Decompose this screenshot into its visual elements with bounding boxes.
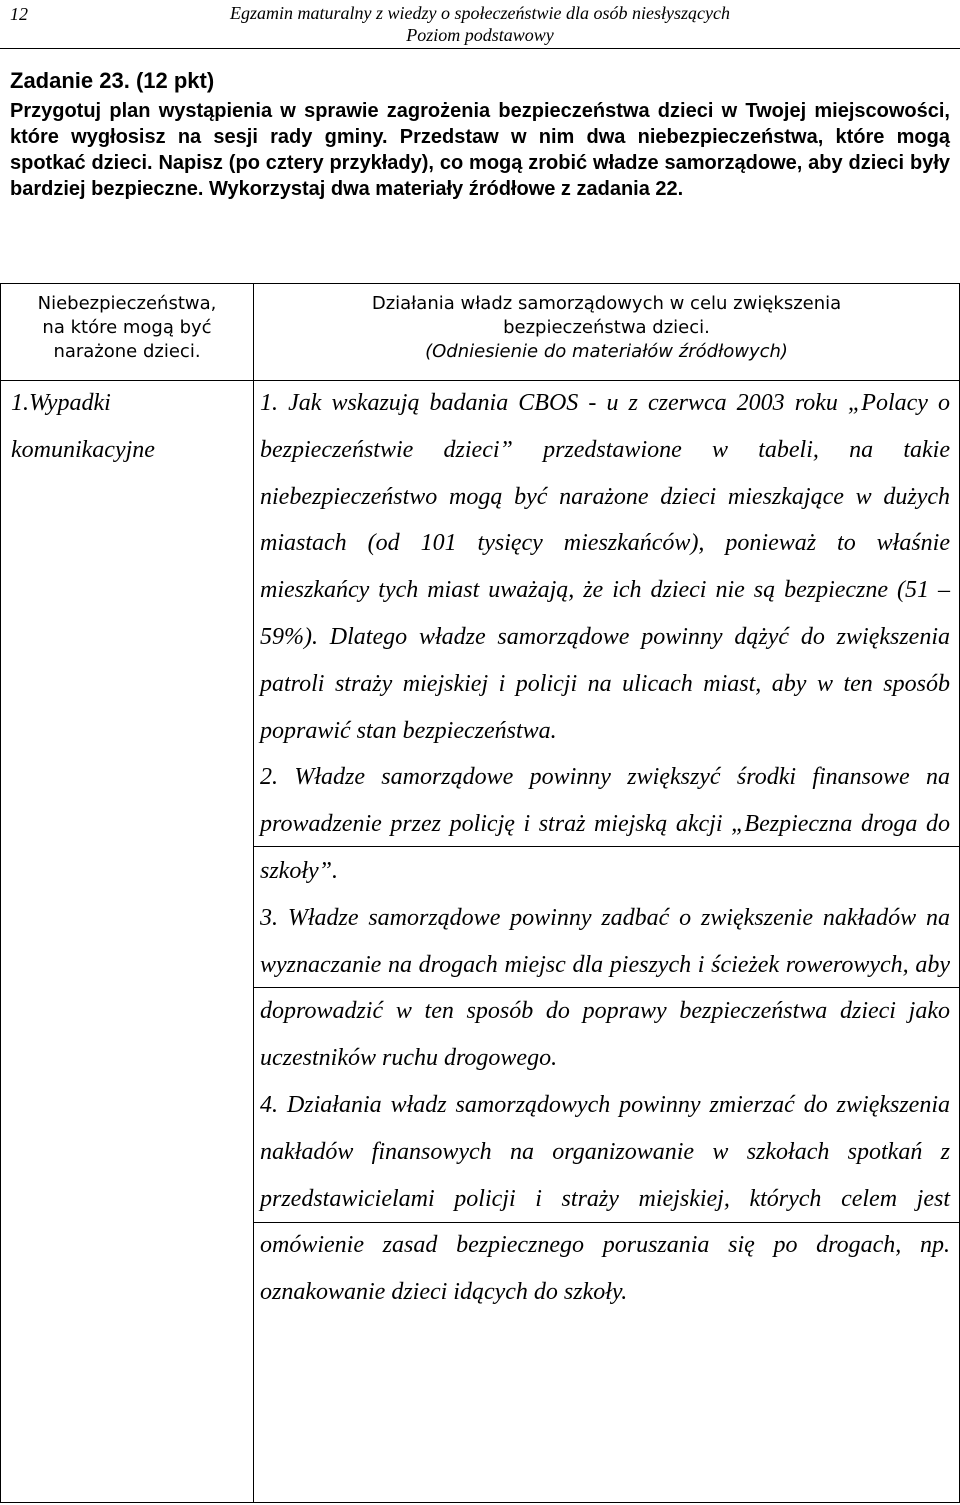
exam-level: Poziom podstawowy xyxy=(406,25,554,45)
task-instruction: Przygotuj plan wystąpienia w sprawie zagrożenia bezpieczeństwa dzieci w Twojej miejscowości, które wygłosisz na sesji rady gminy. Przedstaw w nim dwa niebezpieczeństwa, które mogą spotkać dzieci. Napisz (po cztery przykłady), co mogą zrobić władze samorządowe, aby dzieci były bardziej bezpieczne. Wykorzystaj dwa materiały źródłowe z zadania 22. xyxy=(10,100,950,200)
danger-cell xyxy=(11,380,247,474)
column-header-actions xyxy=(254,292,959,364)
exam-title: Egzamin maturalny z wiedzy o społeczeństwie dla osób niesłyszących xyxy=(230,3,730,23)
action-divider-1 xyxy=(254,846,959,847)
column-header-dangers-line1: Niebezpieczeństwa, xyxy=(37,293,217,314)
column-header-actions-line2: bezpieczeństwa dzieci. xyxy=(503,317,710,338)
column-header-dangers-line2: na które mogą być xyxy=(42,317,212,338)
action-item-3: 3. Władze samorządowe powinny zadbać o zwiększenie nakładów na wyznaczanie na drogach miejsc dla pieszych i ścieżek rowerowych, aby doprowadzić w ten sposób do poprawy bezpieczeństwa dzieci jako uczestników ruchu drogowego. xyxy=(260,904,950,1072)
task-title: Zadanie 23. (12 pkt) xyxy=(10,68,215,93)
page-header xyxy=(0,0,960,49)
action-divider-3 xyxy=(254,1222,959,1223)
column-divider xyxy=(253,284,254,1502)
actions-cell xyxy=(260,380,950,1316)
action-item-2: 2. Władze samorządowe powinny zwiększyć środki finansowe na prowadzenie przez policję i straż miejską akcji „Bezpieczna droga do szkoły”. xyxy=(260,764,950,884)
action-divider-2 xyxy=(254,987,959,988)
answer-table xyxy=(0,283,960,1503)
column-header-actions-line3: (Odniesienie do materiałów źródłowych) xyxy=(425,341,788,362)
page-number: 12 xyxy=(10,4,28,24)
action-item-1: 1. Jak wskazują badania CBOS - u z czerwca 2003 roku „Polacy o bezpieczeństwie dzieci” przedstawione w tabeli, na takie niebezpieczeństwo mogą być narażone dzieci mieszkające w dużych miastach (od 101 tysięcy mieszkańców), ponieważ to właśnie mieszkańcy tych miast uważają, że ich dzieci nie są bezpieczne (51 – 59%). Dlatego władze samorządowe powinny dążyć do zwiększenia patroli straży miejskiej i policji na ulicach miast, aby w ten sposób poprawić stan bezpieczeństwa. xyxy=(260,390,950,744)
column-header-dangers xyxy=(1,292,253,364)
column-header-actions-line1: Działania władz samorządowych w celu zwiększenia xyxy=(371,293,842,314)
action-item-4: 4. Działania władz samorządowych powinny zmierzać do zwiększenia nakładów finansowych na organizowanie w szkołach spotkań z przedstawicielami policji i straży miejskiej, których celem jest omówienie zasad bezpiecznego poruszania się po drogach, np. oznakowanie dzieci idących do szkoły. xyxy=(260,1091,950,1306)
danger-item-1: 1.Wypadki komunikacyjne xyxy=(11,390,155,463)
column-header-dangers-line3: narażone dzieci. xyxy=(53,341,201,362)
task-block xyxy=(10,66,950,202)
